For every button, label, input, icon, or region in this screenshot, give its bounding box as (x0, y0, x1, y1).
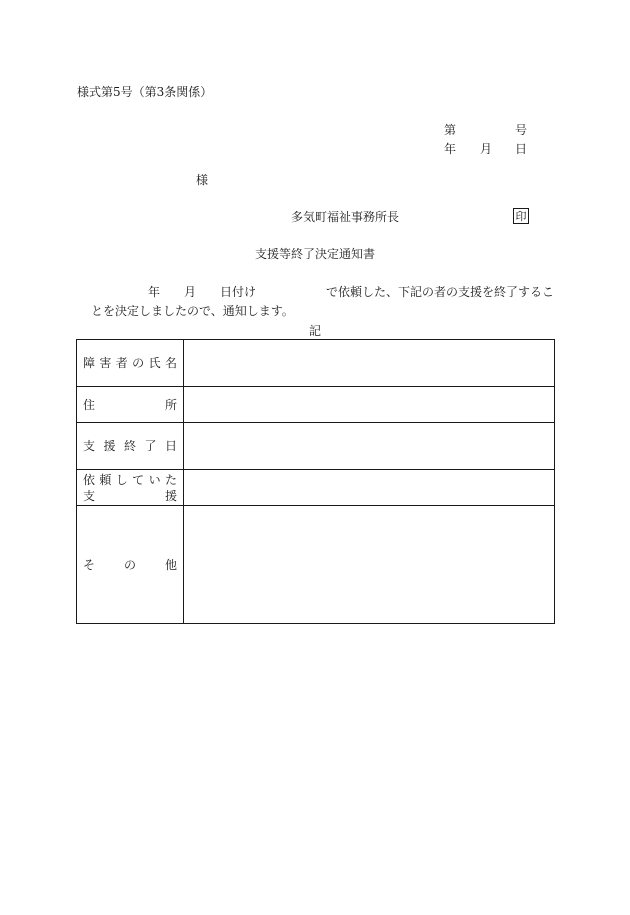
value-requested-support-field[interactable] (184, 470, 555, 506)
value-end-date-field[interactable] (184, 423, 555, 470)
document-number-suffix: 号 (515, 123, 528, 137)
table-row-other (77, 506, 555, 624)
body-text-line1: で依頼した、下記の者の支援を終了するこ (326, 285, 555, 299)
label-other-text: そ の 他 (83, 557, 177, 572)
issuer-name: 多気町福祉事務所長 (291, 210, 400, 224)
table-row-end-date (77, 423, 555, 470)
document-title: 支援等終了決定通知書 (254, 247, 375, 261)
body-month-label: 月 (184, 285, 197, 299)
addressee-suffix: 様 (196, 173, 209, 187)
value-name-field[interactable] (184, 340, 555, 387)
value-address-field[interactable] (184, 387, 555, 423)
date-year-label: 年 (444, 142, 457, 156)
value-other-field[interactable] (184, 506, 555, 624)
date-day-label: 日 (515, 142, 528, 156)
record-table (76, 339, 555, 624)
table-row-name (77, 340, 555, 387)
label-requested-support (77, 470, 184, 506)
label-end-date (77, 423, 184, 470)
label-other (77, 506, 184, 624)
form-number: 様式第5号（第3条関係） (77, 85, 213, 99)
label-name-text: 障 害 者 の 氏 名 (83, 356, 177, 370)
table-row-address (77, 387, 555, 423)
label-name (77, 340, 184, 387)
label-address-text: 住 所 (83, 397, 177, 412)
body-text-line2: とを決定しましたので、通知します。 (91, 304, 294, 318)
label-end-date-text: 支 援 終 了 日 (83, 439, 177, 453)
table-row-requested-support (77, 470, 555, 506)
label-requested-support-line2: 支 援 (83, 488, 177, 503)
body-year-label: 年 (148, 285, 161, 299)
label-address (77, 387, 184, 423)
body-day-label: 日付け (220, 285, 257, 299)
document-number-label: 第 (444, 123, 457, 137)
seal-mark: 印 (513, 208, 529, 224)
label-requested-support-line1: 依 頼 し て い た (83, 472, 177, 487)
ki-heading: 記 (308, 324, 321, 338)
date-month-label: 月 (480, 142, 493, 156)
